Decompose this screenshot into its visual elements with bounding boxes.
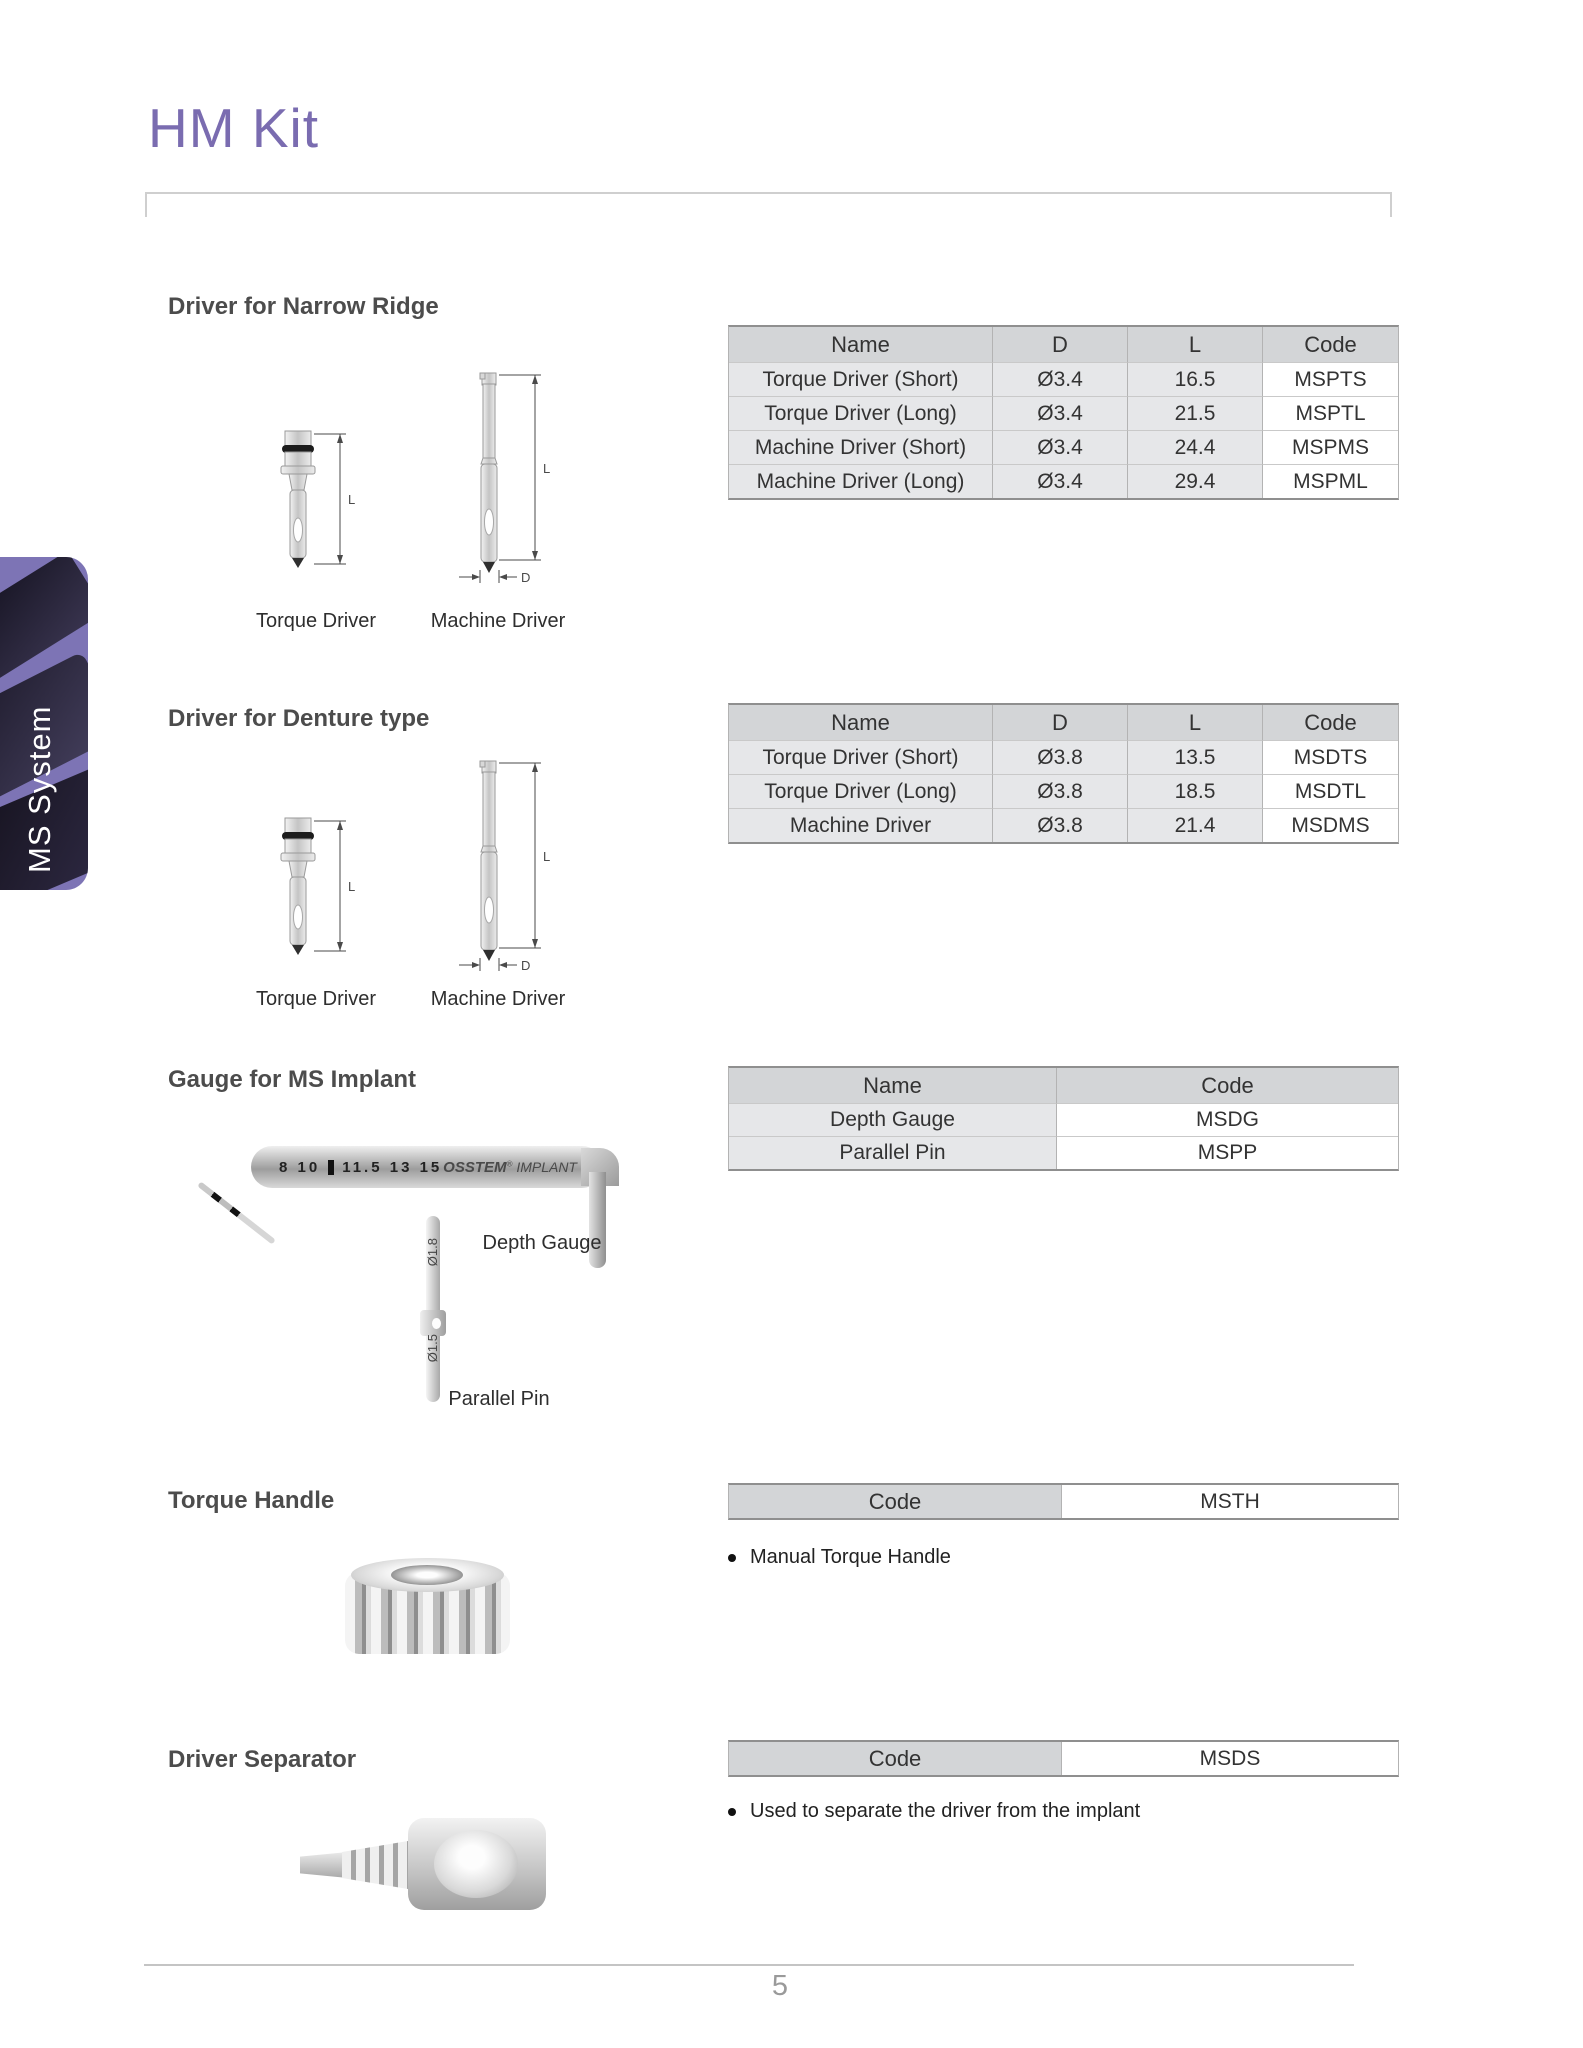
table-cell: 29.4 [1128, 465, 1263, 498]
svg-text:D: D [521, 958, 531, 973]
depth-gauge-tip [197, 1181, 276, 1244]
torque-handle-hole [391, 1565, 463, 1585]
table-cell: MSPP [1057, 1137, 1398, 1169]
title-divider-tick-left [145, 192, 147, 217]
separator-head [408, 1818, 546, 1910]
section-heading-denture: Driver for Denture type [168, 705, 430, 732]
table-cell: Machine Driver [729, 809, 993, 842]
section-heading-torque-handle: Torque Handle [168, 1487, 335, 1514]
pin-diameter-label: Ø1.8 [425, 1238, 440, 1267]
caption-torque-driver: Torque Driver [255, 610, 377, 632]
caption-parallel-pin: Parallel Pin [448, 1388, 550, 1410]
caption-machine-driver: Machine Driver [430, 988, 566, 1010]
title-divider-tick-right [1390, 192, 1392, 217]
col-header: Name [729, 1068, 1057, 1104]
machine-driver-drawing [455, 758, 560, 973]
table-cell: MSPML [1263, 465, 1398, 498]
footer-divider [144, 1964, 1354, 1966]
bullet-icon [728, 1808, 736, 1816]
table-cell: Ø3.8 [993, 775, 1128, 809]
col-header: Name [729, 327, 993, 363]
brand-mark [443, 1159, 577, 1176]
col-header: L [1128, 327, 1263, 363]
denture-table [728, 703, 1399, 844]
title-divider [145, 192, 1392, 194]
scale-numbers: 8 10 [279, 1158, 321, 1176]
table-cell: Ø3.8 [993, 809, 1128, 842]
machine-driver-drawing [455, 370, 560, 585]
table-cell: 13.5 [1128, 741, 1263, 775]
driver-separator-table [728, 1740, 1399, 1777]
col-header: Code [1057, 1068, 1398, 1104]
table-cell: Torque Driver (Long) [729, 775, 993, 809]
section-heading-narrow-ridge: Driver for Narrow Ridge [168, 293, 439, 320]
note-text: Manual Torque Handle [750, 1546, 951, 1568]
table-cell: Machine Driver (Short) [729, 431, 993, 465]
driver-separator-photo [300, 1818, 546, 1910]
note-text: Used to separate the driver from the implant [750, 1800, 1141, 1822]
table-cell: Torque Driver (Short) [729, 741, 993, 775]
table-cell: MSDG [1057, 1104, 1398, 1137]
side-tab-ms-system [0, 557, 88, 890]
table-cell: MSDMS [1263, 809, 1398, 842]
scale-mark [328, 1160, 334, 1175]
table-cell: MSPTL [1263, 397, 1398, 431]
table-cell: MSPTS [1263, 363, 1398, 397]
table-cell: Machine Driver (Long) [729, 465, 993, 498]
table-cell: 24.4 [1128, 431, 1263, 465]
narrow-ridge-table [728, 325, 1399, 500]
page-title: HM Kit [148, 97, 319, 159]
table-cell: Depth Gauge [729, 1104, 1057, 1137]
svg-text:L: L [543, 461, 551, 476]
side-tab-label: MS System [22, 705, 57, 873]
table-cell: Ø3.4 [993, 397, 1128, 431]
registered-mark: ® [506, 1158, 513, 1168]
svg-text:L: L [543, 849, 551, 864]
table-cell: Torque Driver (Short) [729, 363, 993, 397]
svg-text:D: D [521, 570, 531, 585]
table-cell: Ø3.4 [993, 363, 1128, 397]
table-cell: MSDTS [1263, 741, 1398, 775]
table-cell: Ø3.4 [993, 431, 1128, 465]
col-header: Name [729, 705, 993, 741]
table-cell: Torque Driver (Long) [729, 397, 993, 431]
col-header: Code [729, 1742, 1062, 1775]
torque-driver-drawing [268, 815, 360, 960]
section-heading-gauge: Gauge for MS Implant [168, 1066, 417, 1093]
caption-depth-gauge: Depth Gauge [482, 1232, 602, 1254]
page-number: 5 [771, 1970, 789, 2002]
bullet-icon [728, 1554, 736, 1562]
depth-gauge-body [251, 1146, 603, 1188]
caption-machine-driver: Machine Driver [430, 610, 566, 632]
col-header: Code [1263, 327, 1398, 363]
table-cell: MSTH [1062, 1485, 1398, 1518]
torque-handle-photo [345, 1558, 510, 1654]
svg-text:L: L [348, 879, 356, 894]
scale-numbers: 11.5 13 15 [342, 1158, 443, 1176]
table-cell: 18.5 [1128, 775, 1263, 809]
parallel-pin-notch [432, 1318, 441, 1329]
driver-separator-note [728, 1800, 1140, 1823]
brand-name: OSSTEM [443, 1158, 507, 1176]
table-cell: 21.5 [1128, 397, 1263, 431]
pin-diameter-label: Ø1.5 [425, 1334, 440, 1363]
brand-suffix: IMPLANT [516, 1158, 577, 1175]
separator-blade [300, 1852, 348, 1878]
separator-cone [342, 1840, 414, 1890]
col-header: Code [1263, 705, 1398, 741]
torque-handle-note [728, 1546, 951, 1569]
col-header: L [1128, 705, 1263, 741]
table-cell: 16.5 [1128, 363, 1263, 397]
separator-face [434, 1830, 518, 1898]
torque-handle-table [728, 1483, 1399, 1520]
table-cell: 21.4 [1128, 809, 1263, 842]
depth-gauge-scale [279, 1159, 442, 1176]
table-cell: MSDS [1062, 1742, 1398, 1775]
parallel-pin-photo [418, 1216, 448, 1406]
table-cell: Ø3.8 [993, 741, 1128, 775]
col-header: D [993, 327, 1128, 363]
col-header: Code [729, 1485, 1062, 1518]
section-heading-driver-separator: Driver Separator [168, 1746, 357, 1773]
col-header: D [993, 705, 1128, 741]
svg-text:L: L [348, 492, 356, 507]
table-cell: MSDTL [1263, 775, 1398, 809]
caption-torque-driver: Torque Driver [255, 988, 377, 1010]
table-cell: MSPMS [1263, 431, 1398, 465]
table-cell: Parallel Pin [729, 1137, 1057, 1169]
gauge-table [728, 1066, 1399, 1171]
table-cell: Ø3.4 [993, 465, 1128, 498]
torque-driver-drawing [268, 428, 360, 573]
